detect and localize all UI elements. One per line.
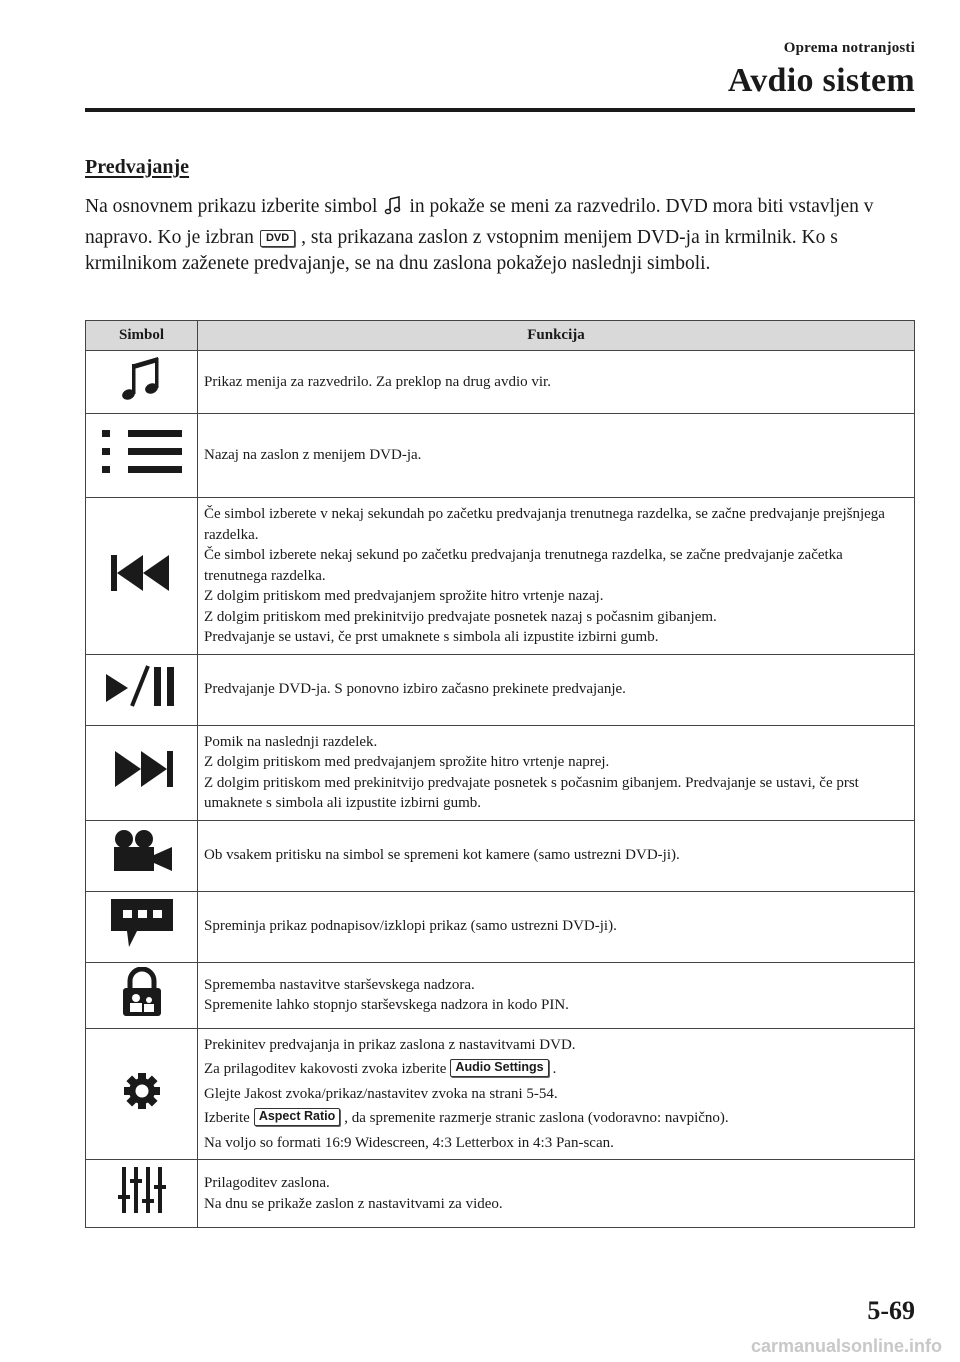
padlock-icon <box>121 1005 163 1021</box>
intro-text-b: in pokaže se meni za razvedrilo. DVD mora biti vstavljen v napravo. Ko je izbran <box>85 196 874 248</box>
function-cell <box>198 498 915 655</box>
header-function: Funkcija <box>198 321 915 351</box>
table-row <box>86 654 915 725</box>
function-text: Če simbol izberete nekaj sekund po začetku predvajanja trenutnega razdelka, se začne predvajanje začetka trenutnega razdelka. <box>204 547 843 584</box>
symbol-cell <box>86 1028 198 1160</box>
table-row <box>86 962 915 1028</box>
function-cell <box>198 820 915 891</box>
function-text: Z dolgim pritiskom med prekinitvijo predvajate posnetek s počasnim gibanjem. Predvajanje se ustavi, če prst umaknete s simbola ali izpustite izbirni gumb. <box>204 774 859 811</box>
intro-text-c: , sta prikazana zaslon z vstopnim menijem DVD-ja in krmilnik. Ko s krmilnikom zaženete predvajanje, se na dnu zaslona pokažejo naslednji simboli. <box>85 226 838 274</box>
function-cell <box>198 414 915 498</box>
function-text: Nazaj na zaslon z menijem DVD-ja. <box>204 447 422 464</box>
gear-icon <box>122 1099 162 1115</box>
function-text: Če simbol izberete v nekaj sekundah po začetku predvajanja trenutnega razdelka, se začne predvajanje prejšnjega razdelka. <box>204 506 885 543</box>
symbol-cell <box>86 414 198 498</box>
function-text <box>204 1059 908 1080</box>
symbol-cell <box>86 498 198 655</box>
video-camera-icon <box>110 863 174 879</box>
function-cell <box>198 1160 915 1228</box>
symbol-cell <box>86 1160 198 1228</box>
entertainment-note-icon <box>383 196 403 225</box>
function-text: Z dolgim pritiskom med predvajanjem sprožite hitro vrtenje naprej. <box>204 754 610 770</box>
header-symbol: Simbol <box>86 321 198 351</box>
page-header-subtitle: Oprema notranjosti <box>783 40 915 56</box>
menu-list-icon <box>102 464 182 480</box>
function-text: Glejte Jakost zvoka/prikaz/nastavitev zvoka na strani 5-54. <box>204 1085 558 1102</box>
dvd-button-label: DVD <box>260 230 295 247</box>
watermark-text: carmanualsonline.info <box>750 1336 942 1356</box>
table-row <box>86 351 915 414</box>
function-text: Ob vsakem pritisku na simbol se spremeni kot kamere (samo ustrezni DVD-ji). <box>204 847 680 864</box>
symbol-cell <box>86 891 198 962</box>
symbol-function-table <box>85 320 915 1228</box>
aspect-ratio-button: Aspect Ratio <box>254 1108 340 1126</box>
function-text: Sprememba nastavitve starševskega nadzora. <box>204 976 475 993</box>
audio-settings-button: Audio Settings <box>450 1059 548 1077</box>
subtitle-bubble-icon <box>109 937 175 953</box>
table-header-row <box>86 321 915 351</box>
function-text: Prilagoditev zaslona. <box>204 1175 330 1191</box>
function-text: Spremenite lahko stopnjo starševskega nadzora in kodo PIN. <box>204 997 569 1013</box>
skip-back-icon <box>111 581 173 597</box>
section-title: Predvajanje <box>85 156 190 178</box>
function-text: Z dolgim pritiskom med prekinitvijo predvajate posnetek nazaj s počasnim gibanjem. <box>204 608 717 625</box>
equalizer-sliders-icon <box>118 1203 166 1219</box>
table-row <box>86 1160 915 1228</box>
symbol-cell <box>86 654 198 725</box>
function-text: Na voljo so formati 16:9 Widescreen, 4:3 Letterbox in 4:3 Pan-scan. <box>204 1134 614 1151</box>
function-text-part: Za prilagoditev kakovosti zvoka izberite <box>204 1061 447 1077</box>
table-row <box>86 725 915 820</box>
function-text: Predvajanje se ustavi, če prst umaknete s simbola ali izpustite izbirni gumb. <box>204 629 659 645</box>
function-text: Z dolgim pritiskom med predvajanjem sprožite hitro vrtenje nazaj. <box>204 588 604 604</box>
table-row <box>86 1028 915 1160</box>
function-text <box>204 1108 908 1129</box>
skip-forward-icon <box>111 777 173 793</box>
intro-paragraph <box>85 194 920 278</box>
function-text-part: Izberite <box>204 1110 250 1126</box>
play-pause-icon <box>106 696 178 712</box>
intro-text-a: Na osnovnem prikazu izberite simbol <box>85 196 378 217</box>
table-row <box>86 498 915 655</box>
symbol-cell <box>86 351 198 414</box>
function-cell <box>198 962 915 1028</box>
function-text-part: . <box>552 1061 557 1077</box>
music-note-icon <box>115 394 169 410</box>
function-cell <box>198 654 915 725</box>
function-text: Predvajanje DVD-ja. S ponovno izbiro začasno prekinete predvajanje. <box>204 681 626 698</box>
function-cell <box>198 351 915 414</box>
page-header-title: Avdio sistem <box>727 62 915 99</box>
symbol-cell <box>86 962 198 1028</box>
table-row <box>86 414 915 498</box>
function-text-part: , da spremenite razmerje stranic zaslona (vodoravno: navpično). <box>344 1110 729 1126</box>
symbol-cell <box>86 820 198 891</box>
header-rule <box>85 108 915 112</box>
symbol-cell <box>86 725 198 820</box>
function-text: Prikaz menija za razvedrilo. Za preklop na drug avdio vir. <box>204 373 551 390</box>
function-text: Prekinitev predvajanja in prikaz zaslona z nastavitvami DVD. <box>204 1036 576 1053</box>
page-number: 5-69 <box>867 1296 915 1325</box>
function-cell <box>198 1028 915 1160</box>
function-cell <box>198 891 915 962</box>
function-text: Pomik na naslednji razdelek. <box>204 733 378 750</box>
table-row <box>86 891 915 962</box>
function-text: Spreminja prikaz podnapisov/izklopi prikaz (samo ustrezni DVD-ji). <box>204 918 617 935</box>
function-text: Na dnu se prikaže zaslon z nastavitvami za video. <box>204 1195 503 1212</box>
function-cell <box>198 725 915 820</box>
table-row <box>86 820 915 891</box>
